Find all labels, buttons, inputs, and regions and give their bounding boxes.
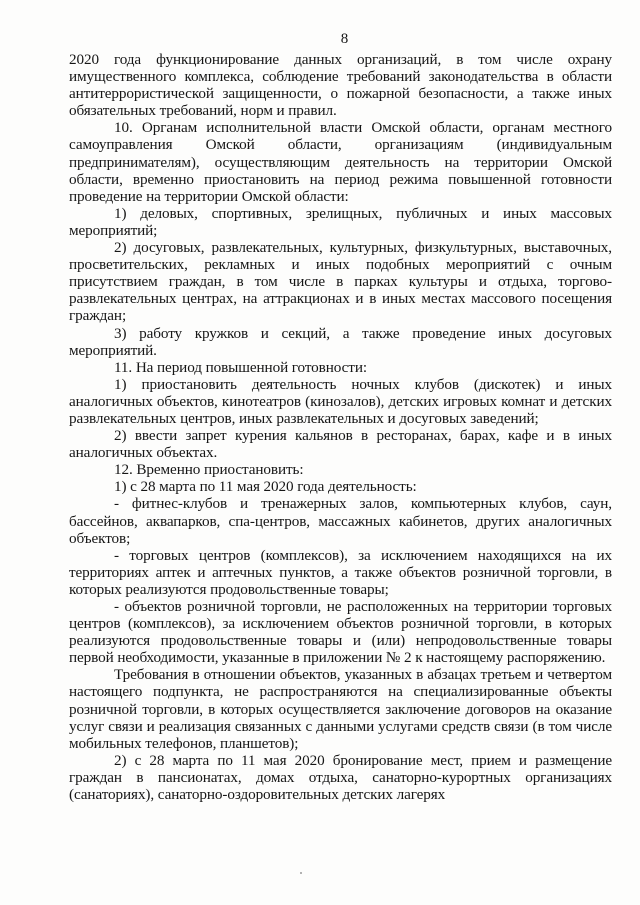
paragraph: - объектов розничной торговли, не расположенных на территории торговых центров (комплексов), за исключением объектов розничной торговли, в которых реализуются продовольственные товары и (или) непродовольственные товары первой необходимости, указанные в приложении № 2 к настоящему распоряжению. bbox=[69, 598, 612, 667]
paragraph: 2) досуговых, развлекательных, культурных, физкультурных, выставочных, просветительских, рекламных и иных подобных мероприятий с очным присутствием граждан, в том числе в парках культуры и отдыха, торгово-развлекательных центрах, на аттракционах и в иных местах массового посещения граждан; bbox=[69, 239, 612, 325]
document-body bbox=[69, 51, 612, 803]
paragraph: 2) с 28 марта по 11 мая 2020 бронирование мест, прием и размещение граждан в пансионатах, домах отдыха, санаторно-курортных организациях (санаториях), санаторно-оздоровительных детских лагерях bbox=[69, 751, 612, 804]
paragraph: 3) работу кружков и секций, а также проведение иных досуговых мероприятий. bbox=[69, 324, 612, 359]
paragraph: 12. Временно приостановить: bbox=[114, 461, 304, 479]
paragraph: - торговых центров (комплексов), за исключением находящихся на их территориях аптек и аптечных пунктов, а также объектов розничной торговли, в которых реализуются продовольственные товары; bbox=[69, 546, 612, 598]
paragraph: 2) ввести запрет курения кальянов в ресторанах, барах, кафе и в иных аналогичных объектах. bbox=[69, 427, 612, 462]
paragraph: Требования в отношении объектов, указанных в абзацах третьем и четвертом настоящего подпункта, не распространяются на специализированные объекты розничной торговли, в которых осуществляется заключение договоров на оказание услуг связи и реализация связанных с данными услугами средств связи (в том числе мобильных телефонов, планшетов); bbox=[69, 666, 612, 752]
paragraph: 10. Органам исполнительной власти Омской области, органам местного самоуправления Омской области, организациям (индивидуальным предпринимателям), осуществляющим деятельность на территории Омской области, временно приостановить на период режима повышенной готовности проведение на территории Омской области: bbox=[69, 119, 612, 205]
paragraph: 1) приостановить деятельность ночных клубов (дискотек) и иных аналогичных объектов, кинотеатров (кинозалов), детских игровых комнат и детских развлекательных центров, иных развлекательных и досуговых заведений; bbox=[69, 375, 612, 427]
paragraph: 1) с 28 марта по 11 мая 2020 года деятельность: bbox=[114, 478, 417, 496]
paragraph: 2020 года функционирование данных организаций, в том числе охрану имущественного комплекса, соблюдение требований законодательства в области антитеррористической защищенности, о пожарной безопасности, а также иных обязательных требований, норм и правил. bbox=[69, 51, 612, 120]
page-number: 8 bbox=[340, 31, 349, 47]
paragraph: 11. На период повышенной готовности: bbox=[114, 358, 367, 376]
scan-speck bbox=[300, 872, 302, 874]
paragraph: - фитнес-клубов и тренажерных залов, компьютерных клубов, саун, бассейнов, аквапарков, спа-центров, массажных кабинетов, других аналогичных объектов; bbox=[69, 495, 612, 547]
paragraph: 1) деловых, спортивных, зрелищных, публичных и иных массовых мероприятий; bbox=[69, 204, 612, 239]
